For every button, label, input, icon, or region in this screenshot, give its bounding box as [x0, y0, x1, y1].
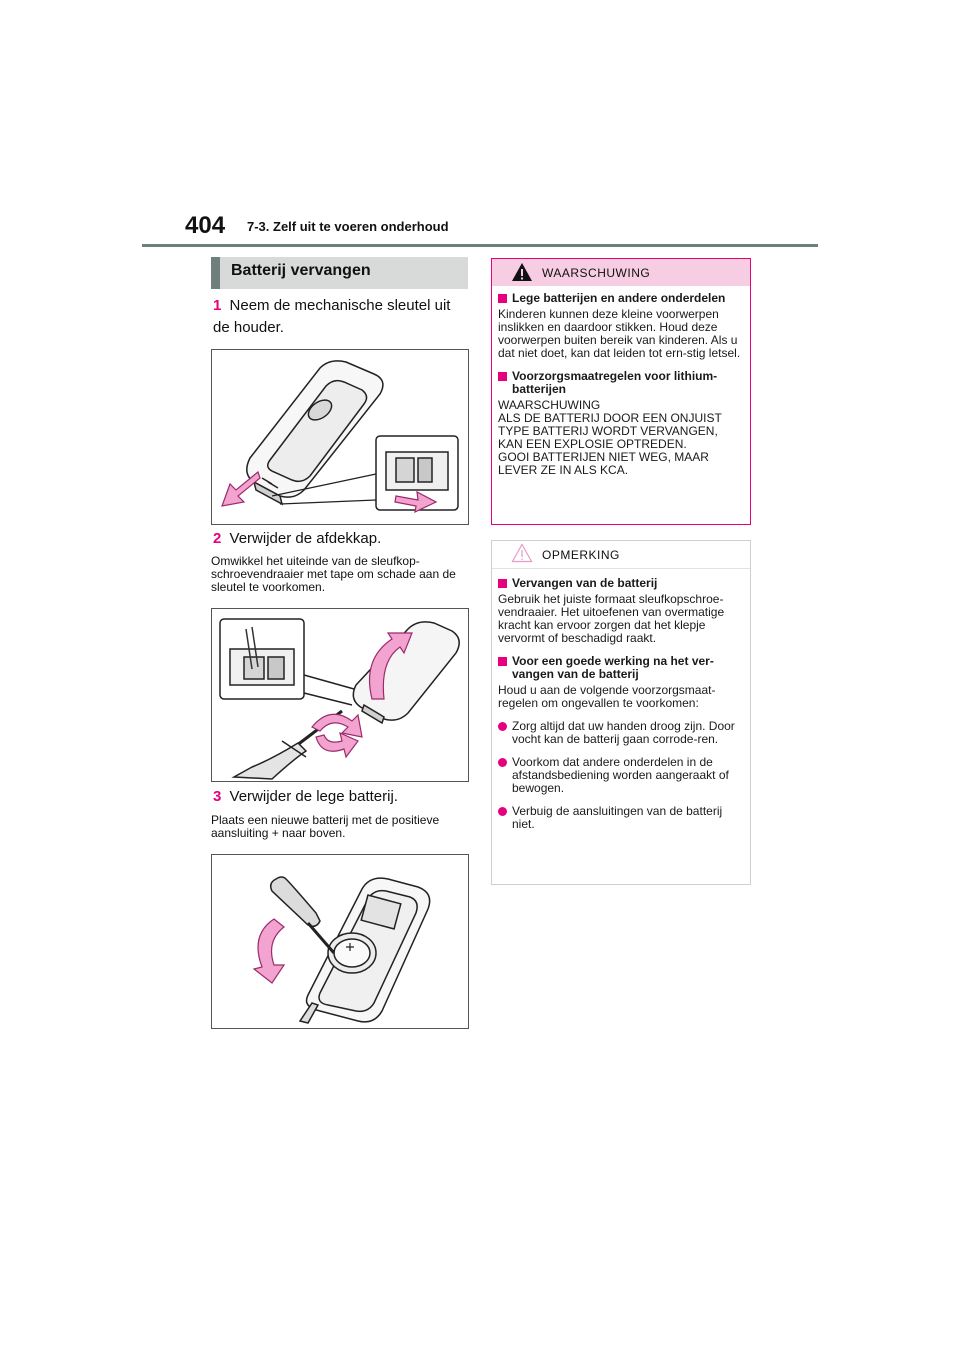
step-text: Neem de mechanische sleutel uit de houder.: [213, 297, 451, 336]
arrow-icon: [222, 472, 260, 506]
round-bullet-icon: [498, 722, 507, 731]
figure-remove-mechanical-key: [211, 349, 469, 525]
step-text: Verwijder de lege batterij.: [229, 788, 398, 805]
step-1: [213, 295, 453, 339]
rotate-arrow-icon: [312, 714, 362, 737]
notice-paragraph: Gebruik het juiste formaat sleufkopschroe-vendraaier. Het uitoefenen van overmatige kracht kan ervoor zorgen dat het klepje vervormt of beschadigd raakt.: [498, 592, 725, 645]
step-number: 2: [213, 530, 222, 547]
round-bullet-icon: [498, 758, 507, 767]
section-heading: [211, 257, 468, 289]
warning-paragraph: WAARSCHUWING ALS DE BATTERIJ DOOR EEN ONJUIST TYPE BATTERIJ WORDT VERVANGEN, KAN EEN EXPLOSIE OPTREDEN. GOOI BATTERIJEN NIET WEG, MAAR LEVER ZE IN ALS KCA.: [498, 398, 722, 477]
step-2: [213, 528, 453, 550]
step-3-note: Plaats een nieuwe batterij met de positieve aansluiting + naar boven.: [211, 813, 440, 840]
warning-box: [491, 258, 751, 525]
rotate-arrow-icon: [254, 919, 284, 983]
warning-triangle-icon: [511, 262, 533, 282]
round-bullet-icon: [498, 807, 507, 816]
square-bullet-icon: [498, 294, 507, 303]
warning-subheading: Lege batterijen en andere onderdelen: [498, 292, 743, 305]
figure-remove-cover: [211, 608, 469, 782]
square-bullet-icon: [498, 579, 507, 588]
notice-paragraph: Houd u aan de volgende voorzorgsmaat-regelen om ongevallen te voorkomen:: [498, 683, 716, 710]
step-number: 1: [213, 297, 222, 314]
page-number: 404: [185, 212, 226, 239]
warning-paragraph: Kinderen kunnen deze kleine voorwerpen inslikken en daardoor stikken. Houd deze voorwerpen buiten bereik van kinderen. Als u dat niet doet, kan dat leiden tot ern-stig letsel.: [498, 307, 741, 360]
notice-bullet: Zorg altijd dat uw handen droog zijn. Door vocht kan de batterij gaan corrode-ren.: [498, 720, 743, 746]
key-fob-illustration: [212, 350, 468, 524]
step-2-note: Omwikkel het uiteinde van de sleufkop-schroevendraaier met tape om schade aan de sleutel te voorkomen.: [211, 554, 456, 594]
battery-illustration: [212, 855, 468, 1028]
warning-header: [492, 259, 750, 286]
notice-label: OPMERKING: [542, 548, 620, 562]
notice-box: [491, 540, 751, 885]
square-bullet-icon: [498, 657, 507, 666]
header-divider: [142, 244, 818, 247]
notice-triangle-icon: [511, 543, 533, 563]
warning-label: WAARSCHUWING: [542, 266, 651, 280]
notice-subheading: Vervangen van de batterij: [498, 577, 743, 590]
step-3: [213, 786, 453, 808]
heading-accent-bar: [211, 257, 220, 289]
step-number: 3: [213, 788, 222, 805]
section-title: 7-3. Zelf uit te voeren onderhoud: [247, 219, 449, 234]
section-heading-text: Batterij vervangen: [231, 262, 371, 279]
warning-subheading: Voorzorgsmaatregelen voor lithium-batterijen: [498, 370, 743, 396]
notice-subheading: Voor een goede werking na het ver-vangen van de batterij: [498, 655, 743, 681]
square-bullet-icon: [498, 372, 507, 381]
rotate-arrow-icon: [316, 733, 358, 757]
notice-header: [492, 541, 750, 569]
notice-bullet: Verbuig de aansluitingen van de batterij niet.: [498, 805, 743, 831]
notice-bullet: Voorkom dat andere onderdelen in de afstandsbediening worden aangeraakt of bewogen.: [498, 756, 743, 795]
screwdriver-cover-illustration: [212, 609, 468, 781]
step-text: Verwijder de afdekkap.: [229, 530, 382, 547]
figure-remove-battery: [211, 854, 469, 1029]
